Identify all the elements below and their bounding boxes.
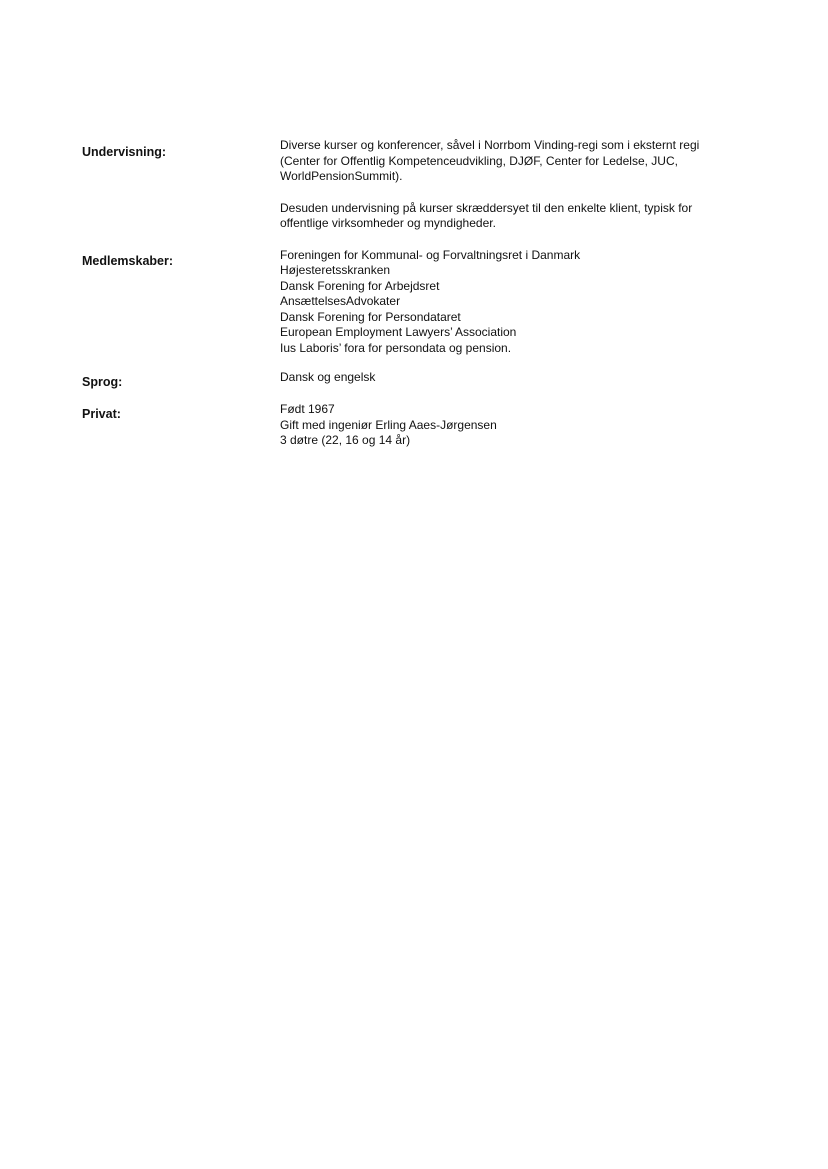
membership-item: Ius Laboris’ fora for persondata og pension. <box>280 340 512 355</box>
private-list <box>280 402 732 449</box>
section-label-sprog: Sprog: <box>82 375 123 389</box>
membership-item: Dansk Forening for Persondataret <box>280 309 461 324</box>
private-item: 3 døtre (22, 16 og 14 år) <box>280 433 411 447</box>
membership-item: Højesteretsskranken <box>280 263 391 277</box>
membership-item: AnsættelsesAdvokater <box>280 294 401 308</box>
section-label-privat: Privat: <box>82 407 121 421</box>
section-medlemskaber <box>82 248 732 357</box>
language-text: Dansk og engelsk <box>280 370 376 384</box>
section-label-undervisning: Undervisning: <box>82 145 167 159</box>
section-label-medlemskaber: Medlemskaber: <box>82 253 174 268</box>
undervisning-paragraph-2: Desuden undervisning på kurser skræddersyet til den enkelte klient, typisk for offentlige virksomheder og myndigheder. <box>280 200 693 230</box>
membership-list <box>280 248 732 357</box>
private-item: Født 1967 <box>280 402 335 416</box>
membership-item: Foreningen for Kommunal- og Forvaltningsret i Danmark <box>280 247 581 262</box>
private-item: Gift med ingeniør Erling Aaes-Jørgensen <box>280 417 497 432</box>
membership-item: European Employment Lawyers’ Association <box>280 325 517 339</box>
cv-content <box>82 138 732 449</box>
section-value-undervisning <box>280 138 732 232</box>
section-sprog <box>82 370 732 390</box>
section-value-privat <box>280 402 732 449</box>
section-value-sprog <box>280 370 732 386</box>
membership-item: Dansk Forening for Arbejdsret <box>280 278 440 293</box>
undervisning-paragraph-1: Diverse kurser og konferencer, såvel i Norrbom Vinding-regi som i eksternt regi (Center for Offentlig Kompetenceudvikling, DJØF, Center for Ledelse, JUC, WorldPensionSummit). <box>280 138 700 183</box>
section-value-medlemskaber <box>280 248 732 357</box>
section-privat <box>82 402 732 449</box>
section-undervisning <box>82 138 732 232</box>
